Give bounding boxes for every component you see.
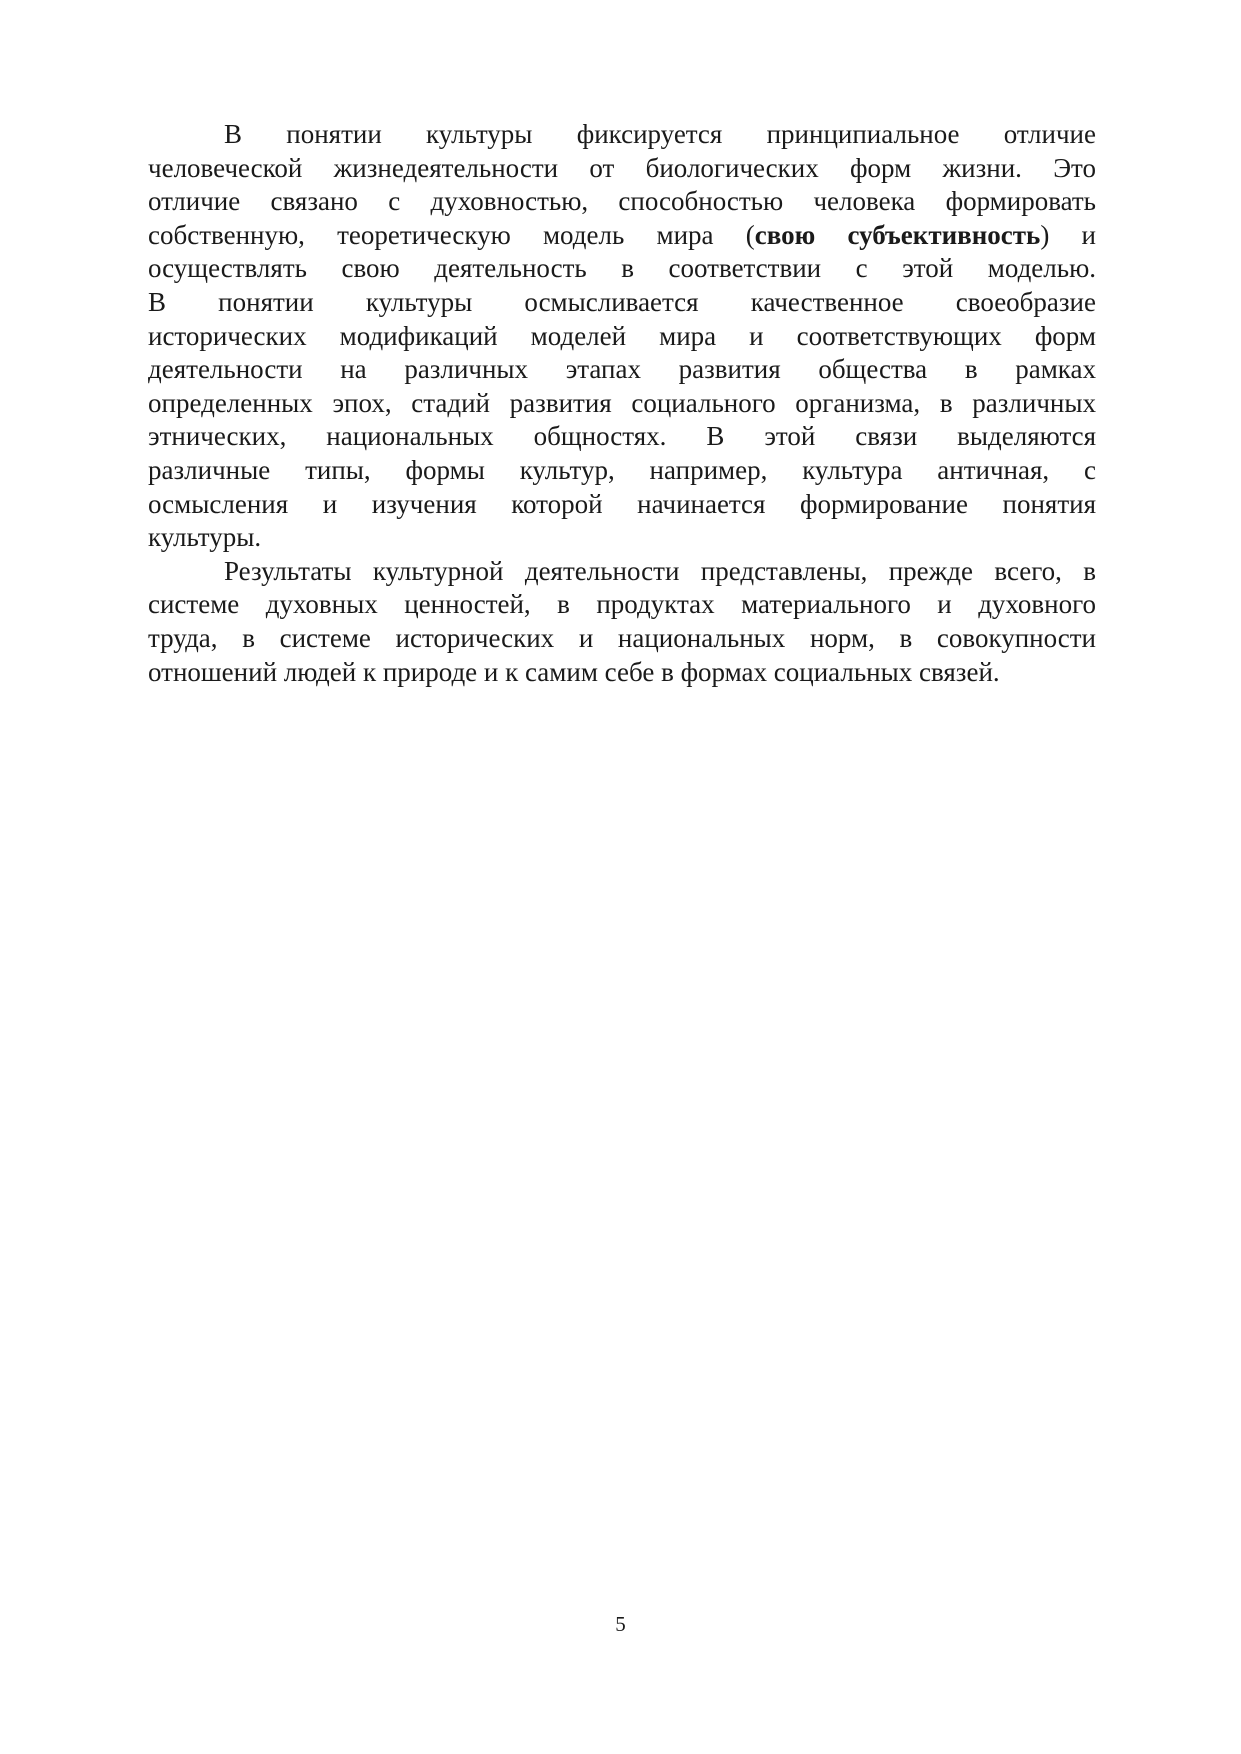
text-line: различные типы, формы культур, например, культура античная, с	[148, 454, 1096, 485]
text-line: этнических, национальных общностях. В этой связи выделяются	[148, 421, 1096, 452]
text-line: отличие связано с духовностью, способностью человека формировать	[148, 186, 1096, 217]
body-text	[148, 118, 1096, 689]
text-fragment: собственную, теоретическую модель мира (	[148, 219, 755, 250]
text-line: исторических модификаций моделей мира и соответствующих форм	[148, 320, 1096, 351]
page-number: 5	[615, 1612, 626, 1636]
paragraph-1	[148, 118, 1096, 555]
text-line: человеческой жизнедеятельности от биологических форм жизни. Это	[148, 152, 1096, 183]
text-line-with-emphasis	[148, 219, 1096, 253]
text-line: отношений людей к природе и к самим себе в формах социальных связей.	[148, 656, 1000, 687]
text-fragment: ) и	[1040, 219, 1096, 250]
text-line: культуры.	[148, 522, 262, 553]
text-line: Результаты культурной деятельности представлены, прежде всего, в	[224, 555, 1096, 586]
text-line: В понятии культуры осмысливается качественное своеобразие	[148, 286, 1096, 317]
text-line: определенных эпох, стадий развития социального организма, в различных	[148, 387, 1096, 418]
paragraph-2	[148, 555, 1096, 689]
text-line: осмысления и изучения которой начинается формирование понятия	[148, 488, 1096, 519]
text-line: системе духовных ценностей, в продуктах материального и духовного	[148, 589, 1096, 620]
text-line: В понятии культуры фиксируется принципиальное отличие	[224, 119, 1096, 149]
text-line: деятельности на различных этапах развития общества в рамках	[148, 354, 1096, 385]
bold-emphasis: свою субъективность	[754, 219, 1041, 250]
text-line: осуществлять свою деятельность в соответствии с этой моделью.	[148, 253, 1096, 284]
text-line: труда, в системе исторических и национальных норм, в совокупности	[148, 622, 1096, 653]
